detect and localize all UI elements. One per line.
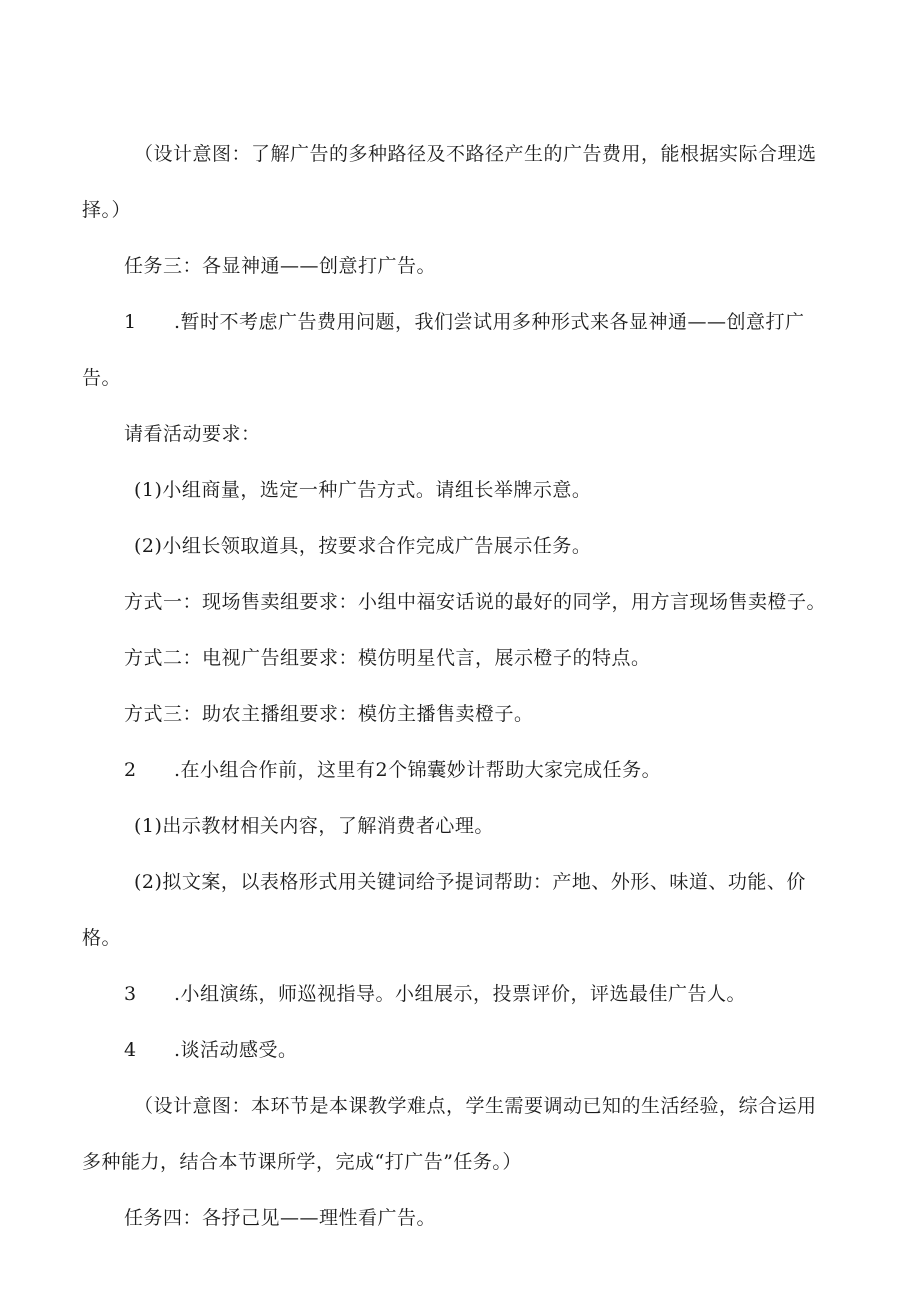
task-four-heading: 任务四：各抒己见——理性看广告。 (124, 1207, 437, 1229)
step-number: 2 (124, 759, 137, 781)
step-text: .谈活动感受。 (174, 1039, 298, 1061)
step-three-paragraph (82, 966, 842, 1022)
step-one-paragraph (82, 294, 842, 350)
step-text: .暂时不考虑广告费用问题，我们尝试用多种形式来各显神通——创意打广 (174, 311, 805, 333)
step-number: 1 (124, 311, 137, 333)
activity-requirements-heading: 请看活动要求： (124, 423, 261, 445)
design-intent-paragraph: （设计意图：了解广告的多种路径及不路径产生的广告费用，能根据实际合理选 (134, 143, 817, 165)
task-three-heading: 任务三：各显神通——创意打广告。 (124, 255, 437, 277)
requirement-item-2: (2)小组长领取道具，按要求合作完成广告展示任务。 (134, 535, 592, 557)
design-intent-paragraph-2: （设计意图：本环节是本课教学难点，学生需要调动已知的生活经验，综合运用 (134, 1095, 817, 1117)
step-text: .小组演练，师巡视指导。小组展示，投票评价，评选最佳广告人。 (174, 983, 747, 1005)
step-text: .在小组合作前，这里有2个锦囊妙计帮助大家完成任务。 (174, 759, 662, 781)
tip-item-2-continued: 格。 (82, 927, 122, 949)
step-number: 3 (124, 983, 137, 1005)
step-four-paragraph (82, 1022, 842, 1078)
step-two-paragraph (82, 742, 842, 798)
method-one: 方式一：现场售卖组要求：小组中福安话说的最好的同学，用方言现场售卖橙子。 (124, 591, 827, 613)
step-number: 4 (124, 1039, 137, 1061)
design-intent-paragraph-2-continued: 多种能力，结合本节课所学，完成“打广告”任务。） (82, 1151, 522, 1173)
requirement-item-1: (1)小组商量，选定一种广告方式。请组长举牌示意。 (134, 479, 592, 501)
design-intent-paragraph-continued: 择。） (82, 199, 132, 221)
tip-item-2: (2)拟文案，以表格形式用关键词给予提词帮助：产地、外形、味道、功能、价 (134, 871, 806, 893)
method-three: 方式三：助农主播组要求：模仿主播售卖橙子。 (124, 703, 534, 725)
tip-item-1: (1)出示教材相关内容，了解消费者心理。 (134, 815, 494, 837)
step-one-paragraph-continued: 告。 (82, 367, 122, 389)
method-two: 方式二：电视广告组要求：模仿明星代言，展示橙子的特点。 (124, 647, 651, 669)
